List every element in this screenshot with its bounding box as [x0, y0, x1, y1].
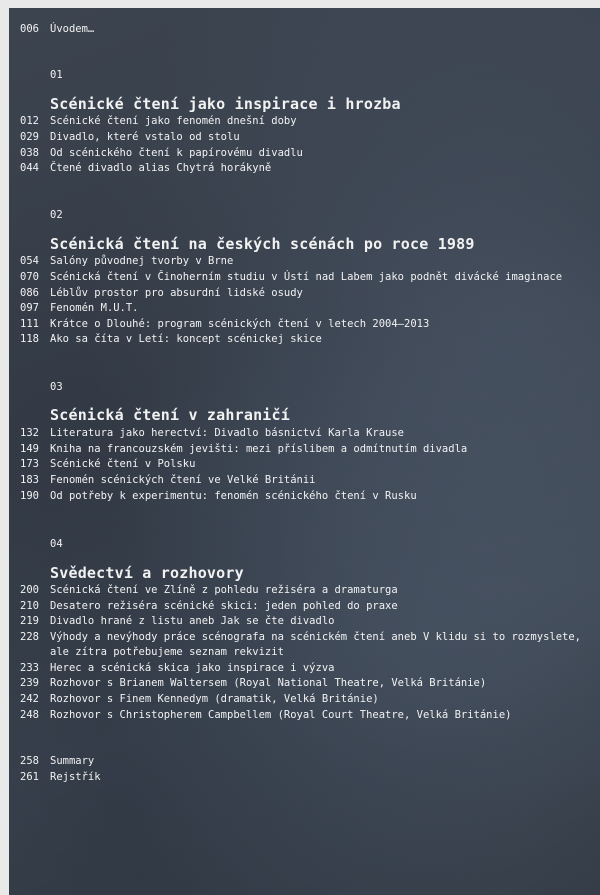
entry-title: Od potřeby k experimentu: fenomén scénického čtení v Rusku — [50, 490, 417, 502]
page-number: 038 — [20, 147, 39, 159]
entry-title: Scénická čtení ve Zlíně z pohledu režiséra a dramaturga — [50, 584, 398, 596]
page-number: 111 — [20, 318, 39, 330]
entry-title: Rozhovor s Finem Kennedym (dramatik, Velká Británie) — [50, 693, 379, 705]
entry-title: Scénické čtení v Polsku — [50, 458, 196, 470]
entry-title: Literatura jako herectví: Divadlo básnictví Karla Krause — [50, 427, 405, 439]
page-number: 258 — [20, 755, 39, 767]
page-number: 190 — [20, 490, 39, 502]
page-number: 118 — [20, 333, 39, 345]
entry-title: Krátce o Dlouhé: program scénických čtení v letech 2004–2013 — [50, 318, 430, 330]
toc-page — [9, 8, 600, 895]
entry-title: Herec a scénická skica jako inspirace i výzva — [50, 662, 335, 674]
entry-title: Summary — [50, 755, 95, 767]
entry-title: Kniha na francouzském jevišti: mezi příslibem a odmítnutím divadla — [50, 443, 468, 455]
page-number: 219 — [20, 615, 39, 627]
entry-title: Léblův prostor pro absurdní lidské osudy — [50, 287, 303, 299]
chapter-title: Scénická čtení v zahraničí — [50, 406, 290, 424]
page-number: 086 — [20, 287, 39, 299]
page-number: 070 — [20, 271, 39, 283]
entry-title: Od scénického čtení k papírovému divadlu — [50, 147, 303, 159]
page-number: 132 — [20, 427, 39, 439]
chapter-number: 04 — [50, 538, 63, 550]
page-number: 173 — [20, 458, 39, 470]
chapter-number: 02 — [50, 209, 63, 221]
chapter-title: Scénická čtení na českých scénách po roce 1989 — [50, 235, 475, 253]
entry-title-continuation: ale zítra potřebujeme seznam rekvizit — [50, 646, 284, 658]
page-number: 210 — [20, 600, 39, 612]
chapter-title: Svědectví a rozhovory — [50, 564, 244, 582]
page-number: 200 — [20, 584, 39, 596]
chapter-title: Scénické čtení jako inspirace i hrozba — [50, 95, 401, 113]
entry-title: Divadlo hrané z listu aneb Jak se čte divadlo — [50, 615, 335, 627]
page-number: 054 — [20, 255, 39, 267]
page-number: 233 — [20, 662, 39, 674]
entry-title: Scénická čtení v Činoherním studiu v Ústí nad Labem jako podnět divácké imaginace — [50, 271, 563, 283]
page-number: 183 — [20, 474, 39, 486]
chapter-number: 03 — [50, 381, 63, 393]
page-number: 029 — [20, 131, 39, 143]
entry-title: Divadlo, které vstalo od stolu — [50, 131, 240, 143]
entry-title: Úvodem… — [50, 23, 95, 35]
entry-title: Rozhovor s Christopherem Campbellem (Royal Court Theatre, Velká Británie) — [50, 709, 512, 721]
entry-title: Scénické čtení jako fenomén dnešní doby — [50, 115, 297, 127]
page-number: 248 — [20, 709, 39, 721]
page-number: 012 — [20, 115, 39, 127]
entry-title: Desatero režiséra scénické skici: jeden pohled do praxe — [50, 600, 398, 612]
entry-title: Salóny původnej tvorby v Brne — [50, 255, 234, 267]
page-number: 149 — [20, 443, 39, 455]
page-number: 228 — [20, 631, 39, 643]
entry-title: Rejstřík — [50, 771, 101, 783]
entry-title: Fenomén scénických čtení ve Velké Británii — [50, 474, 316, 486]
entry-title: Fenomén M.U.T. — [50, 302, 139, 314]
chapter-number: 01 — [50, 69, 63, 81]
page-number: 239 — [20, 677, 39, 689]
page-number: 044 — [20, 162, 39, 174]
page-number: 097 — [20, 302, 39, 314]
entry-title: Výhody a nevýhody práce scénografa na scénickém čtení aneb V klidu si to rozmyslete, — [50, 631, 582, 643]
entry-title: Rozhovor s Brianem Waltersem (Royal National Theatre, Velká Británie) — [50, 677, 487, 689]
page-number: 242 — [20, 693, 39, 705]
page-number: 006 — [20, 23, 39, 35]
page-number: 261 — [20, 771, 39, 783]
entry-title: Ako sa číta v Letí: koncept scénickej skice — [50, 333, 322, 345]
entry-title: Čtené divadlo alias Chytrá horákyně — [50, 162, 272, 174]
